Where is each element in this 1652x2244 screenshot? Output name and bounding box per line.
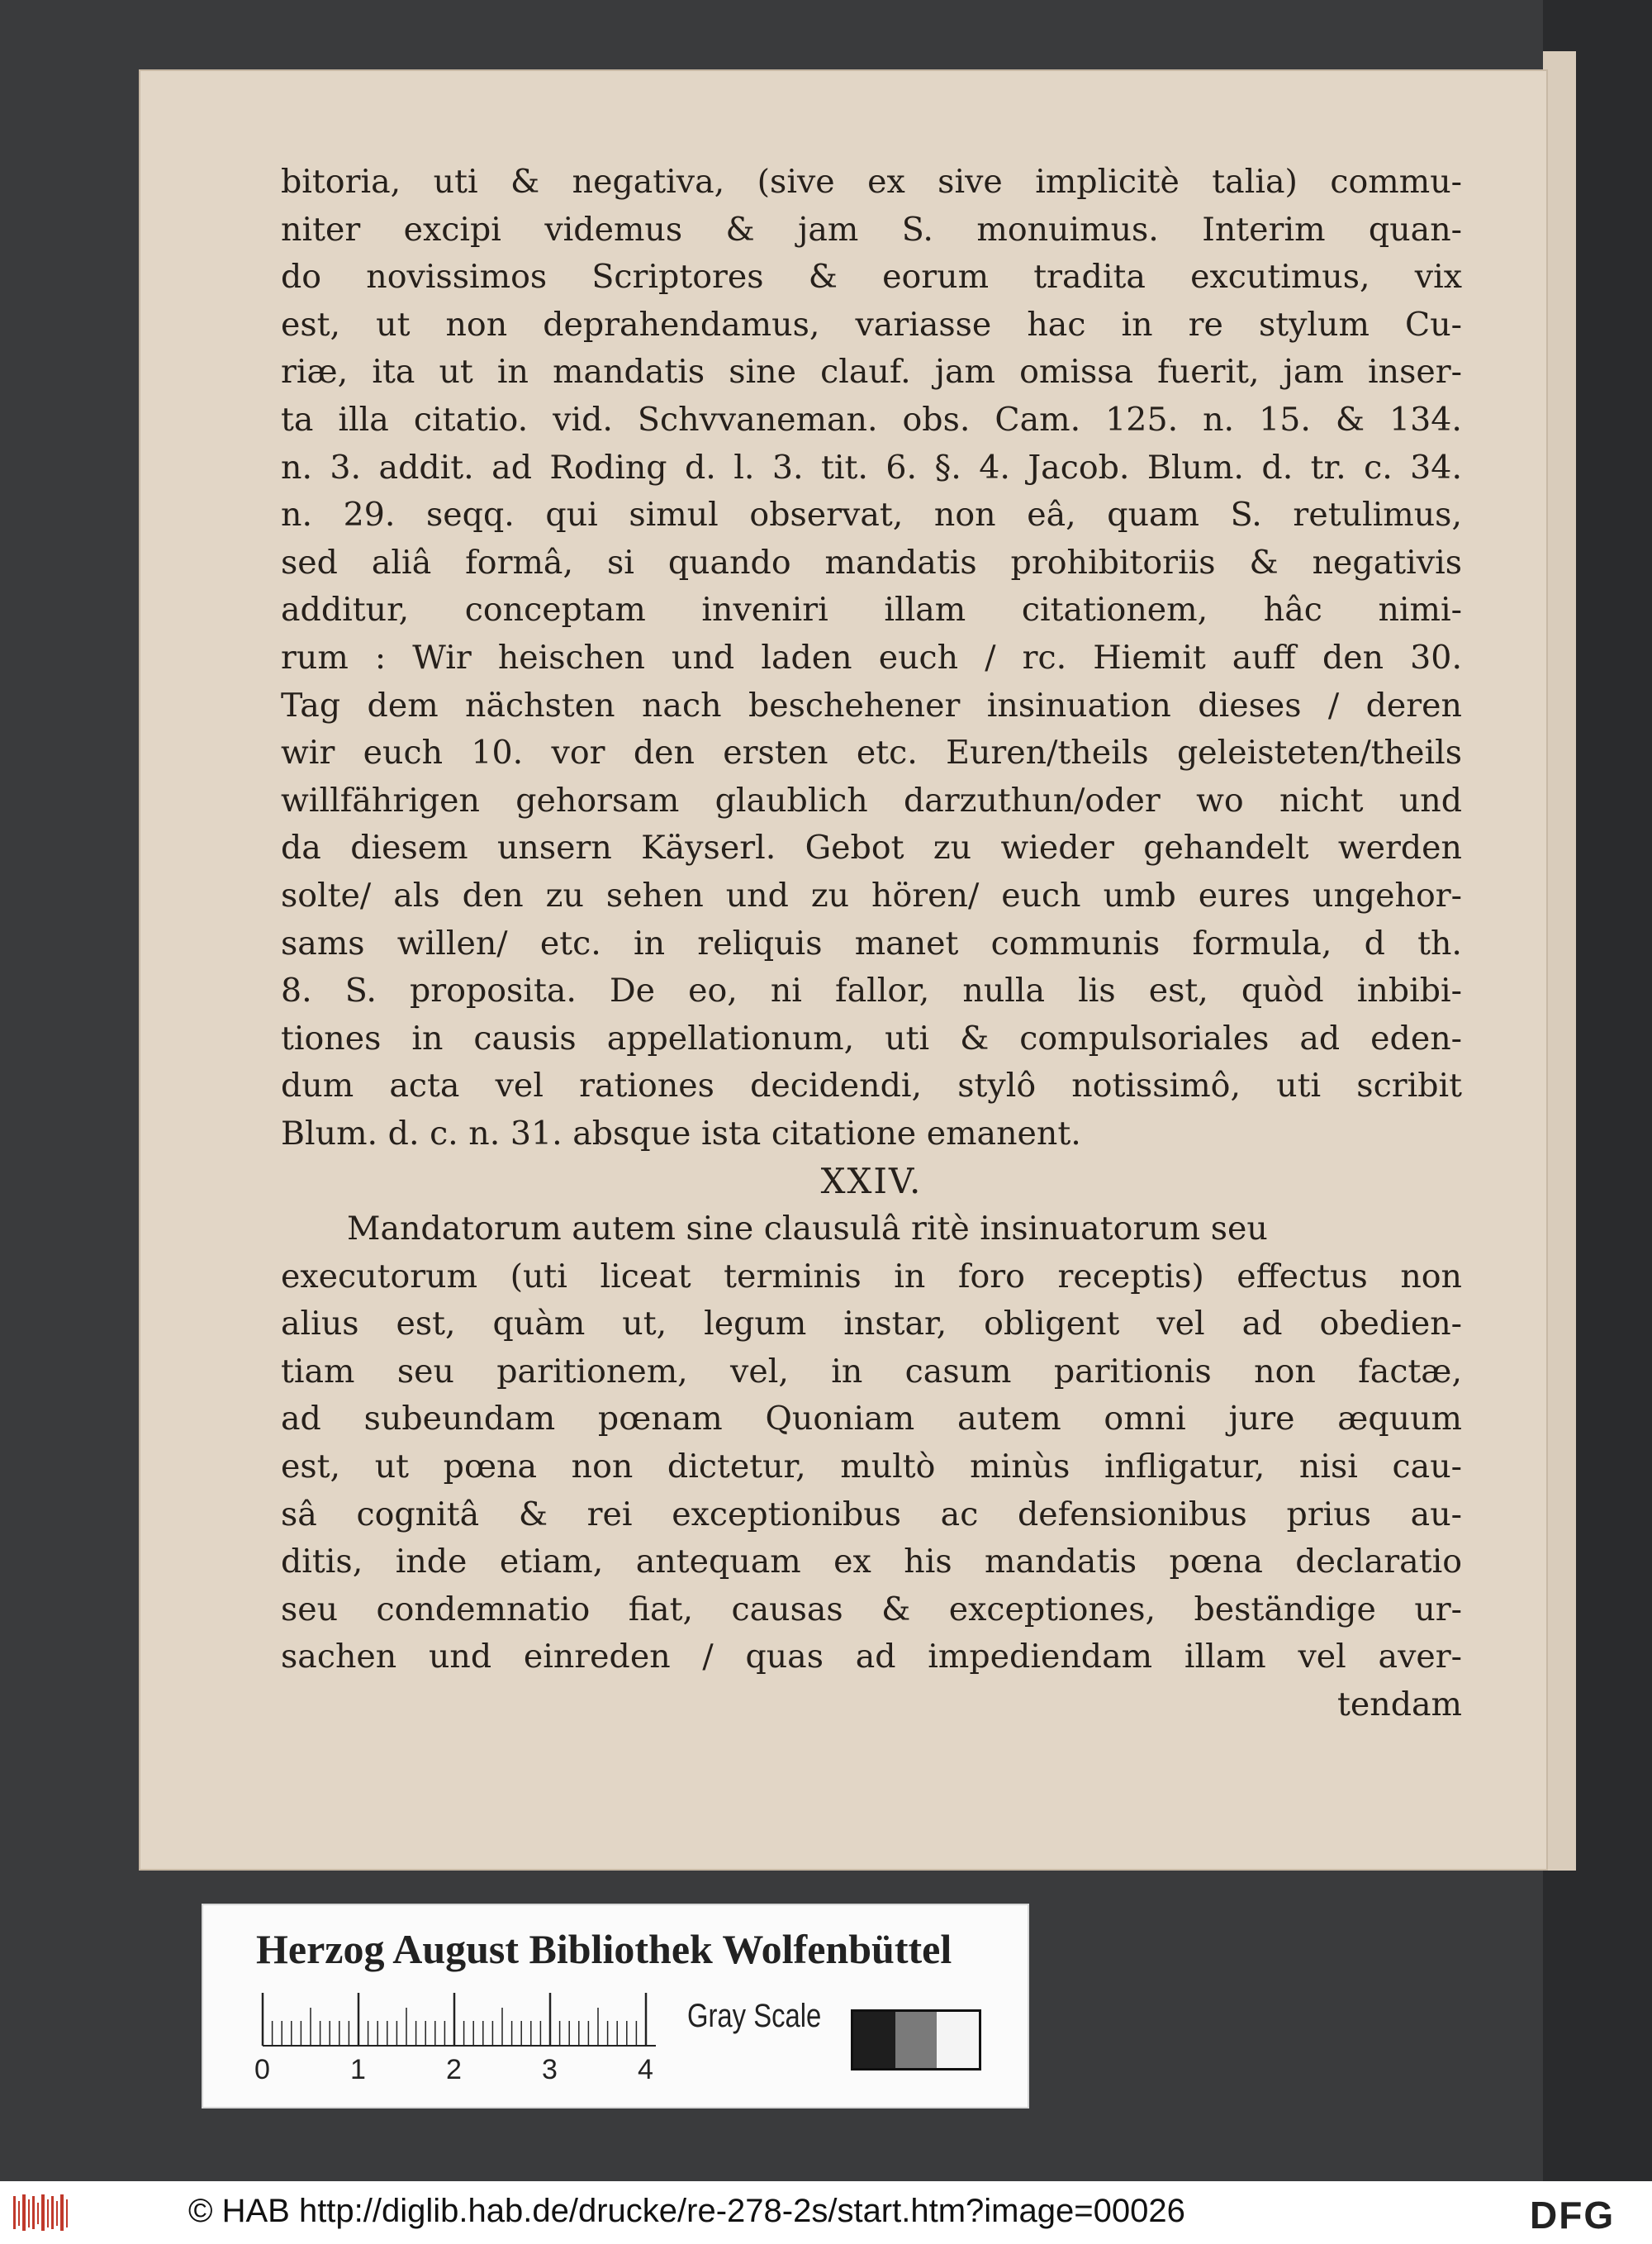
text-line: ad subeundam pœnam Quoniam autem omni jure æquum (281, 1400, 1462, 1438)
ruler-number: 1 (350, 2054, 366, 2085)
text-line: tiones in causis appellationum, uti & compulsoriales ad eden- (281, 1019, 1462, 1058)
text-line: Blum. d. c. n. 31. absque ista citatione emanent. (281, 1114, 1081, 1153)
text-line: ta illa citatio. vid. Schvvaneman. obs. Cam. 125. n. 15. & 134. (281, 400, 1462, 439)
text-line: tiam seu paritionem, vel, in casum paritionis non factæ, (281, 1352, 1462, 1391)
text-line: dum acta vel rationes decidendi, stylô notissimô, uti scribit (281, 1067, 1462, 1105)
text-line: n. 3. addit. ad Roding d. l. 3. tit. 6. §. 4. Jacob. Blum. d. tr. c. 34. (281, 448, 1462, 487)
text-line: est, ut pœna non dictetur, multò minùs infligatur, nisi cau- (281, 1448, 1462, 1486)
gray-scale-label: Gray Scale (687, 1998, 822, 2034)
text-line: wir euch 10. vor den ersten etc. Euren/theils geleisteten/theils (281, 734, 1462, 773)
text-line: XXIV. (820, 1161, 923, 1202)
page-text (281, 159, 1462, 1729)
barcode-icon (12, 2193, 69, 2232)
ruler-icon (261, 1990, 657, 2047)
text-line: sâ cognitâ & rei exceptionibus ac defensionibus prius au- (281, 1495, 1462, 1533)
text-line: riæ, ita ut in mandatis sine clauf. jam omissa fuerit, jam inser- (281, 353, 1462, 392)
ruler-number: 3 (542, 2054, 558, 2085)
text-line: sams willen/ etc. in reliquis manet communis formula, d th. (281, 924, 1462, 963)
swatch-mid (895, 2012, 938, 2068)
ruler-number: 4 (638, 2054, 653, 2085)
text-line: do novissimos Scriptores & eorum tradita excutimus, vix (281, 258, 1462, 297)
text-line: willfährigen gehorsam glaublich darzuthun/oder wo nicht und (281, 781, 1462, 820)
text-line: ditis, inde etiam, antequam ex his mandatis pœna declaratio (281, 1543, 1462, 1581)
text-line: executorum (uti liceat terminis in foro receptis) effectus non (281, 1257, 1462, 1296)
text-line: niter excipi videmus & jam S. monuimus. Interim quan- (281, 210, 1462, 249)
footer-bar (0, 2181, 1652, 2244)
gray-scale-swatches (851, 2009, 981, 2070)
copyright-url[interactable]: © HAB http://diglib.hab.de/drucke/re-278-2s/start.htm?image=00026 (188, 2193, 1185, 2229)
page-edge (1543, 51, 1576, 1871)
color-reference-card (202, 1904, 1029, 2109)
text-line: bitoria, uti & negativa, (sive ex sive implicitè talia) commu- (281, 163, 1462, 201)
text-line: tendam (1337, 1685, 1462, 1723)
library-name: Herzog August Bibliothek Wolfenbüttel (256, 1926, 952, 1972)
text-line: Tag dem nächsten nach beschehener insinuation dieses / deren (281, 686, 1462, 725)
text-line: sed aliâ formâ, si quando mandatis prohibitoriis & negativis (281, 543, 1462, 582)
text-line: Mandatorum autem sine clausulâ ritè insinuatorum seu (347, 1210, 1268, 1248)
ruler-number: 0 (254, 2054, 270, 2085)
text-line: da diesem unsern Käyserl. Gebot zu wieder gehandelt werden (281, 829, 1462, 868)
ruler-number: 2 (446, 2054, 462, 2085)
swatch-dark (853, 2012, 895, 2068)
text-line: additur, conceptam inveniri illam citationem, hâc nimi- (281, 591, 1462, 630)
text-line: alius est, quàm ut, legum instar, obligent vel ad obedien- (281, 1305, 1462, 1343)
swatch-light (937, 2012, 979, 2068)
text-line: sachen und einreden / quas ad impediendam illam vel aver- (281, 1638, 1462, 1676)
text-line: 8. S. proposita. De eo, ni fallor, nulla lis est, quòd inbibi- (281, 972, 1462, 1010)
dfg-logo: DFG (1530, 2194, 1616, 2237)
text-line: n. 29. seqq. qui simul observat, non eâ, quam S. retulimus, (281, 496, 1462, 535)
text-line: est, ut non deprahendamus, variasse hac in re stylum Cu- (281, 305, 1462, 344)
text-line: solte/ als den zu sehen und zu hören/ euch umb eures ungehor- (281, 876, 1462, 915)
text-line: seu condemnatio fiat, causas & exceptiones, beständige ur- (281, 1590, 1462, 1628)
text-line: rum : Wir heischen und laden euch / rc. Hiemit auff den 30. (281, 638, 1462, 677)
